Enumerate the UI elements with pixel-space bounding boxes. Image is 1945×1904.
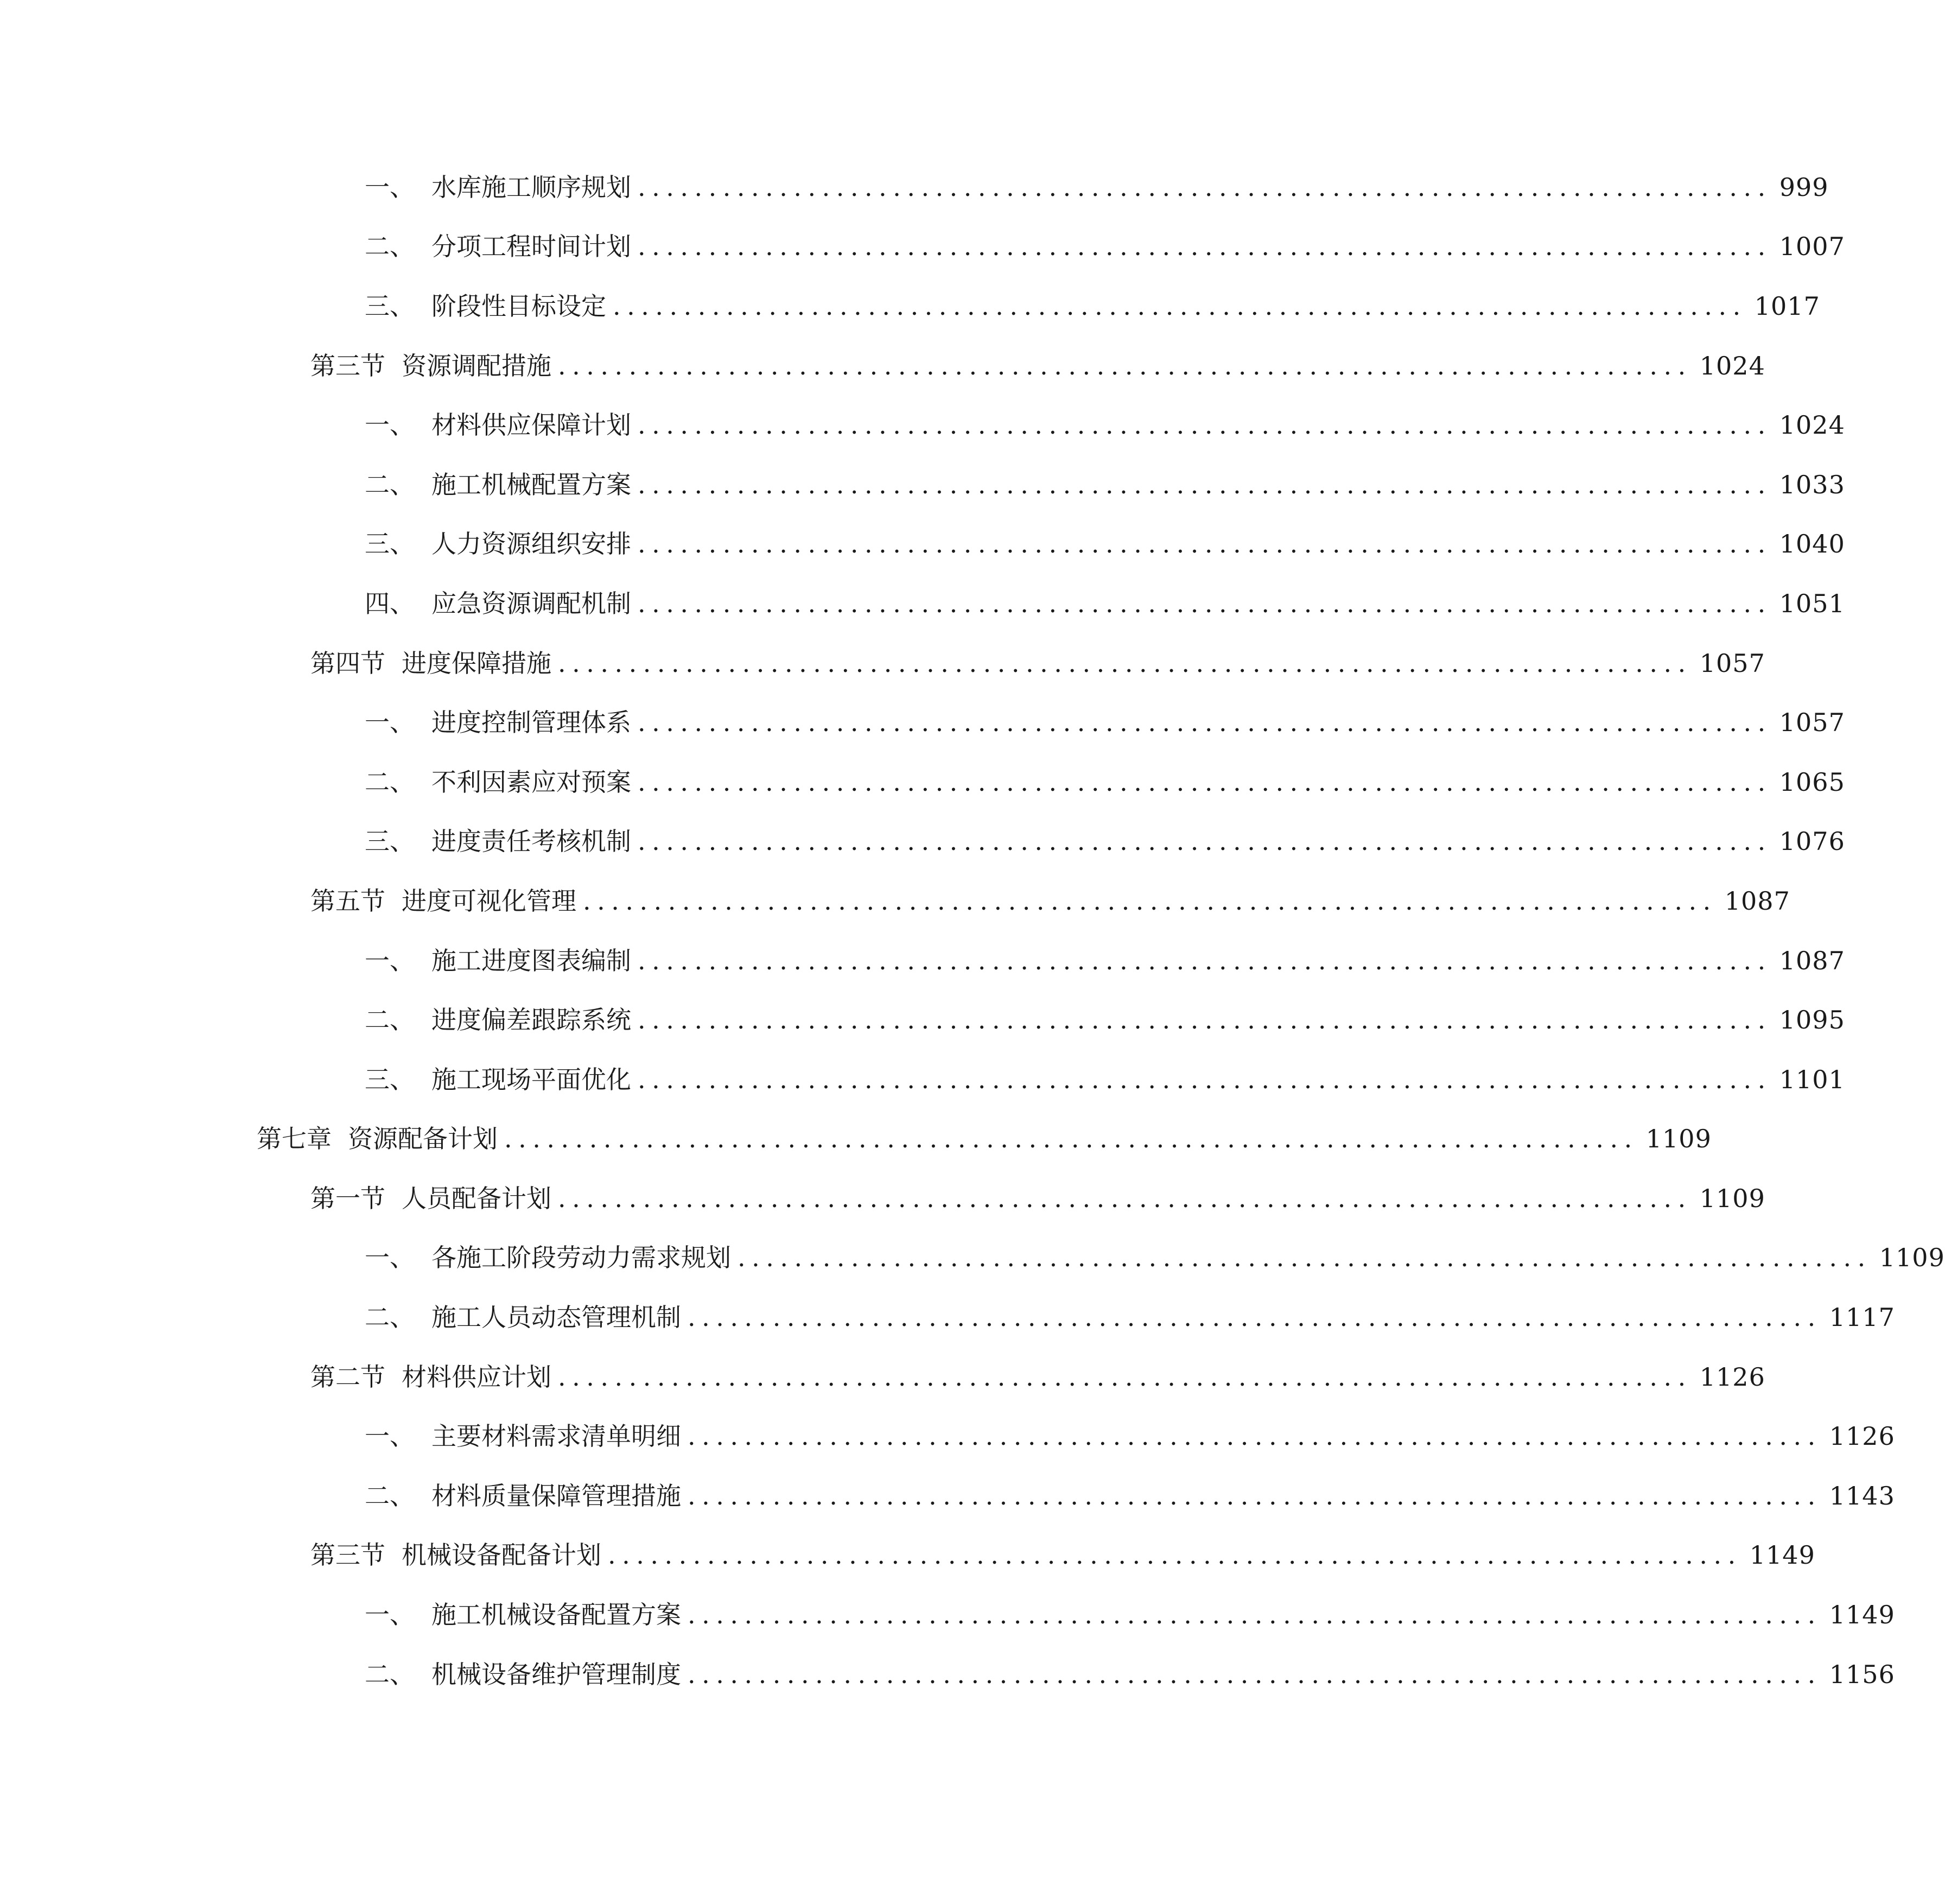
toc-entry-page: 1076 bbox=[1779, 827, 1845, 856]
toc-entry-number: 二、 bbox=[365, 469, 415, 499]
toc-entry-number: 一、 bbox=[365, 1600, 415, 1630]
toc-leader-dots: ................................................................................ bbox=[738, 1243, 1872, 1273]
toc-entry-number: 二、 bbox=[365, 767, 415, 797]
toc-entry-title: 阶段性目标设定 bbox=[431, 291, 606, 321]
toc-entry-page: 1126 bbox=[1829, 1421, 1895, 1451]
toc-entry-number: 第三节 bbox=[310, 351, 385, 380]
toc-leader-dots: ................................................................................ bbox=[558, 351, 1692, 380]
toc-leader-dots: ................................................................................ bbox=[608, 1540, 1742, 1570]
toc-entry-page: 1057 bbox=[1779, 708, 1845, 738]
toc-chapter-entry[interactable] bbox=[0, 1109, 1712, 1169]
toc-entry-title: 材料质量保障管理措施 bbox=[431, 1481, 681, 1510]
toc-section-entry[interactable] bbox=[0, 1169, 1765, 1228]
toc-entry-page: 1149 bbox=[1749, 1540, 1815, 1570]
toc-entry[interactable] bbox=[0, 1466, 1895, 1526]
toc-entry-number: 第七章 bbox=[257, 1124, 332, 1154]
toc-entry-title: 施工现场平面优化 bbox=[431, 1064, 631, 1094]
toc-leader-dots: ................................................................................ bbox=[558, 1362, 1692, 1392]
toc-entry-title: 进度控制管理体系 bbox=[431, 708, 631, 738]
toc-entry-title: 施工人员动态管理机制 bbox=[431, 1303, 681, 1332]
toc-leader-dots: ................................................................................ bbox=[638, 827, 1772, 856]
toc-entry-title: 进度责任考核机制 bbox=[431, 827, 631, 856]
toc-leader-dots: ................................................................................ bbox=[638, 172, 1772, 202]
toc-section-entry[interactable] bbox=[0, 633, 1765, 693]
toc-entry-number: 第一节 bbox=[310, 1183, 385, 1213]
toc-section-entry[interactable] bbox=[0, 1347, 1765, 1407]
toc-entry-page: 1101 bbox=[1779, 1064, 1845, 1094]
toc-entry-page: 1087 bbox=[1779, 945, 1845, 975]
toc-leader-dots: ................................................................................ bbox=[638, 529, 1772, 559]
toc-leader-dots: ................................................................................ bbox=[638, 945, 1772, 975]
toc-leader-dots: ................................................................................ bbox=[638, 410, 1772, 440]
toc-entry-title: 材料供应计划 bbox=[402, 1362, 551, 1392]
toc-entry[interactable] bbox=[0, 1585, 1895, 1645]
toc-entry-number: 一、 bbox=[365, 172, 415, 202]
toc-leader-dots: ................................................................................ bbox=[638, 588, 1772, 618]
toc-entry-number: 三、 bbox=[365, 827, 415, 856]
toc-leader-dots: ................................................................................ bbox=[688, 1303, 1822, 1332]
toc-entry-number: 二、 bbox=[365, 1481, 415, 1510]
toc-section-entry[interactable] bbox=[0, 1526, 1815, 1585]
toc-entry-number: 三、 bbox=[365, 1064, 415, 1094]
table-of-contents bbox=[0, 157, 1945, 1704]
toc-entry-title: 应急资源调配机制 bbox=[431, 588, 631, 618]
toc-entry-number: 四、 bbox=[365, 588, 415, 618]
toc-entry-number: 一、 bbox=[365, 708, 415, 738]
toc-entry-number: 第四节 bbox=[310, 648, 385, 678]
toc-leader-dots: ................................................................................ bbox=[638, 767, 1772, 797]
toc-entry-page: 1024 bbox=[1779, 410, 1845, 440]
toc-leader-dots: ................................................................................ bbox=[638, 1005, 1772, 1035]
toc-entry-title: 主要材料需求清单明细 bbox=[431, 1421, 681, 1451]
toc-entry[interactable] bbox=[0, 931, 1845, 991]
toc-entry[interactable] bbox=[0, 1228, 1945, 1288]
toc-entry-page: 1149 bbox=[1829, 1600, 1895, 1630]
toc-leader-dots: ................................................................................ bbox=[688, 1600, 1822, 1630]
toc-entry-page: 1033 bbox=[1779, 469, 1845, 499]
toc-entry-page: 1024 bbox=[1699, 351, 1765, 380]
toc-entry-title: 人力资源组织安排 bbox=[431, 529, 631, 559]
toc-leader-dots: ................................................................................ bbox=[688, 1421, 1822, 1451]
toc-entry-number: 三、 bbox=[365, 529, 415, 559]
toc-leader-dots: ................................................................................ bbox=[638, 469, 1772, 499]
toc-entry[interactable] bbox=[0, 395, 1845, 455]
toc-entry-number: 二、 bbox=[365, 1303, 415, 1332]
toc-entry[interactable] bbox=[0, 693, 1845, 752]
toc-entry-number: 三、 bbox=[365, 291, 415, 321]
toc-entry-page: 1017 bbox=[1754, 291, 1820, 321]
toc-leader-dots: ................................................................................ bbox=[613, 291, 1747, 321]
toc-entry-title: 施工机械设备配置方案 bbox=[431, 1600, 681, 1630]
toc-entry-number: 二、 bbox=[365, 1659, 415, 1689]
toc-entry-number: 二、 bbox=[365, 232, 415, 262]
toc-entry-title: 机械设备配备计划 bbox=[402, 1540, 601, 1570]
toc-entry-title: 不利因素应对预案 bbox=[431, 767, 631, 797]
toc-entry-title: 各施工阶段劳动力需求规划 bbox=[431, 1243, 731, 1273]
toc-entry-page: 1109 bbox=[1699, 1183, 1765, 1213]
toc-entry[interactable] bbox=[0, 276, 1820, 336]
toc-leader-dots: ................................................................................ bbox=[583, 886, 1717, 916]
toc-entry[interactable] bbox=[0, 217, 1845, 277]
toc-entry-page: 1051 bbox=[1779, 588, 1845, 618]
toc-entry[interactable] bbox=[0, 1406, 1895, 1466]
toc-leader-dots: ................................................................................ bbox=[638, 708, 1772, 738]
toc-entry-title: 施工机械配置方案 bbox=[431, 469, 631, 499]
toc-entry-number: 一、 bbox=[365, 1243, 415, 1273]
toc-section-entry[interactable] bbox=[0, 336, 1765, 396]
toc-entry-number: 第三节 bbox=[310, 1540, 385, 1570]
toc-entry[interactable] bbox=[0, 574, 1845, 633]
toc-leader-dots: ................................................................................ bbox=[688, 1659, 1822, 1689]
toc-leader-dots: ................................................................................ bbox=[638, 1064, 1772, 1094]
toc-entry-page: 1065 bbox=[1779, 767, 1845, 797]
toc-entry-page: 1057 bbox=[1699, 648, 1765, 678]
toc-entry-number: 一、 bbox=[365, 945, 415, 975]
toc-entry[interactable] bbox=[0, 1645, 1895, 1704]
toc-entry-page: 1117 bbox=[1829, 1303, 1895, 1332]
toc-entry-title: 资源配备计划 bbox=[348, 1124, 498, 1154]
toc-entry-number: 二、 bbox=[365, 1005, 415, 1035]
toc-entry[interactable] bbox=[0, 812, 1845, 872]
toc-entry-title: 人员配备计划 bbox=[402, 1183, 551, 1213]
toc-leader-dots: ................................................................................ bbox=[638, 232, 1772, 262]
toc-entry[interactable] bbox=[0, 1287, 1895, 1347]
toc-entry-page: 1126 bbox=[1699, 1362, 1765, 1392]
toc-entry-title: 进度保障措施 bbox=[402, 648, 551, 678]
toc-entry-number: 第二节 bbox=[310, 1362, 385, 1392]
toc-leader-dots: ................................................................................ bbox=[558, 648, 1692, 678]
toc-leader-dots: ................................................................................ bbox=[504, 1124, 1638, 1154]
toc-entry-title: 资源调配措施 bbox=[402, 351, 551, 380]
toc-entry-page: 1040 bbox=[1779, 529, 1845, 559]
toc-entry[interactable] bbox=[0, 1050, 1845, 1109]
toc-entry-page: 999 bbox=[1779, 172, 1829, 202]
toc-entry[interactable] bbox=[0, 990, 1845, 1050]
toc-entry-title: 水库施工顺序规划 bbox=[431, 172, 631, 202]
toc-entry-title: 材料供应保障计划 bbox=[431, 410, 631, 440]
toc-entry[interactable] bbox=[0, 157, 1829, 217]
toc-entry-title: 分项工程时间计划 bbox=[431, 232, 631, 262]
toc-entry-page: 1087 bbox=[1724, 886, 1790, 916]
toc-entry[interactable] bbox=[0, 455, 1845, 515]
toc-leader-dots: ................................................................................ bbox=[558, 1183, 1692, 1213]
toc-entry-page: 1095 bbox=[1779, 1005, 1845, 1035]
toc-entry-page: 1007 bbox=[1779, 232, 1845, 262]
toc-entry-page: 1143 bbox=[1829, 1481, 1895, 1510]
toc-section-entry[interactable] bbox=[0, 871, 1790, 931]
toc-entry-number: 第五节 bbox=[310, 886, 385, 916]
toc-entry-page: 1109 bbox=[1879, 1243, 1945, 1273]
toc-leader-dots: ................................................................................ bbox=[688, 1481, 1822, 1510]
toc-entry-page: 1109 bbox=[1645, 1124, 1712, 1154]
toc-entry-number: 一、 bbox=[365, 1421, 415, 1451]
toc-entry-title: 进度偏差跟踪系统 bbox=[431, 1005, 631, 1035]
toc-entry-title: 机械设备维护管理制度 bbox=[431, 1659, 681, 1689]
toc-entry[interactable] bbox=[0, 515, 1845, 574]
toc-entry-title: 进度可视化管理 bbox=[402, 886, 576, 916]
toc-entry-page: 1156 bbox=[1829, 1659, 1895, 1689]
toc-entry-number: 一、 bbox=[365, 410, 415, 440]
toc-entry[interactable] bbox=[0, 752, 1845, 812]
toc-entry-title: 施工进度图表编制 bbox=[431, 945, 631, 975]
